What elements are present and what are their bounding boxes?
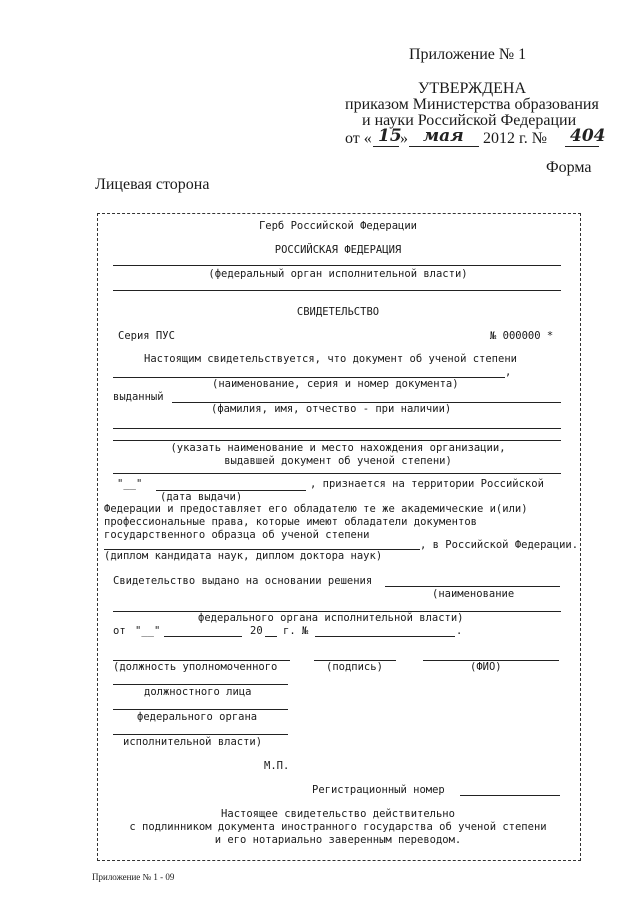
order-date-line	[345, 126, 605, 150]
approved-title: УТВЕРЖДЕНА	[418, 80, 527, 97]
naming-caption: (наименование	[432, 588, 515, 600]
paragraph-line-1: Федерации и предоставляет его обладателю те же академические и(или)	[104, 503, 528, 515]
organization-caption-1: (указать наименование и место нахождения организации,	[170, 442, 506, 454]
certificate-number: № 000000 *	[490, 330, 554, 342]
name-caption: (фамилия, имя, отчество - при наличии)	[211, 403, 452, 415]
series-label: Серия ПУС	[118, 330, 175, 342]
number-label: №	[302, 625, 309, 637]
comma: ,	[505, 366, 512, 378]
seal-label: М.П.	[264, 760, 290, 772]
year-suffix: г.	[283, 625, 296, 637]
position-caption-4: исполнительной власти)	[123, 736, 263, 748]
issued-label: выданный	[113, 391, 164, 403]
form-label: Форма	[546, 159, 592, 176]
fio-caption: (ФИО)	[470, 661, 502, 673]
authority-caption: (федеральный орган исполнительной власти)	[208, 268, 468, 280]
country-name: РОССИЙСКАЯ ФЕДЕРАЦИЯ	[274, 244, 402, 256]
position-caption-1: (должность уполномоченного	[113, 661, 278, 673]
emblem-text: Герб Российской Федерации	[258, 220, 418, 232]
date-prefix: от «	[345, 130, 372, 147]
certificate-title: СВИДЕТЕЛЬСТВО	[296, 306, 380, 318]
registration-number-label: Регистрационный номер	[312, 784, 445, 796]
period: .	[456, 625, 463, 637]
date-number-handwritten: 404	[570, 126, 606, 146]
paragraph-line-2: профессиональные права, которые имеют обладатели документов	[104, 516, 477, 528]
date-quote-close: »	[400, 130, 408, 147]
year-20: 20	[250, 625, 263, 637]
paragraph-line-3: государственного образца об ученой степени	[104, 529, 370, 541]
date-day-handwritten: 15	[378, 126, 402, 146]
signature-caption: (подпись)	[326, 661, 383, 673]
document-caption: (наименование, серия и номер документа)	[212, 378, 459, 390]
side-label: Лицевая сторона	[95, 176, 210, 193]
federal-authority-caption: федерального органа исполнительной власти)	[198, 612, 464, 624]
date-quotes: "__"	[117, 478, 143, 490]
basis-text: Свидетельство выдано на основании решения	[113, 575, 373, 587]
footer-label: Приложение № 1 - 09	[92, 872, 175, 882]
recognized-text: , признается на территории Российской	[310, 478, 544, 490]
order-line-1: приказом Министерства образования	[345, 96, 599, 113]
position-caption-2: должностного лица	[144, 686, 252, 698]
date-quotes-2: "__"	[135, 625, 161, 637]
appendix-label: Приложение № 1	[409, 46, 527, 63]
from-label: от	[113, 625, 126, 637]
certify-text: Настоящим свидетельствуется, что документ об ученой степени	[144, 353, 517, 365]
in-russian-federation: , в Российской Федерации.	[420, 539, 579, 551]
date-month-handwritten: мая	[423, 126, 464, 146]
validity-line-3: и его нотариально заверенным переводом.	[214, 834, 462, 846]
order-line-2: и науки Российской Федерации	[362, 112, 577, 129]
organization-caption-2: выдавшей документ об ученой степени)	[224, 455, 452, 467]
date-year: 2012 г. №	[483, 130, 548, 147]
validity-line-2: с подлинником документа иностранного государства об ученой степени	[129, 821, 547, 833]
issue-date-caption: (дата выдачи)	[160, 491, 243, 503]
position-caption-3: федерального органа	[137, 711, 258, 723]
validity-line-1: Настоящее свидетельство действительно	[221, 808, 455, 820]
degree-caption: (диплом кандидата наук, диплом доктора наук)	[104, 550, 383, 562]
